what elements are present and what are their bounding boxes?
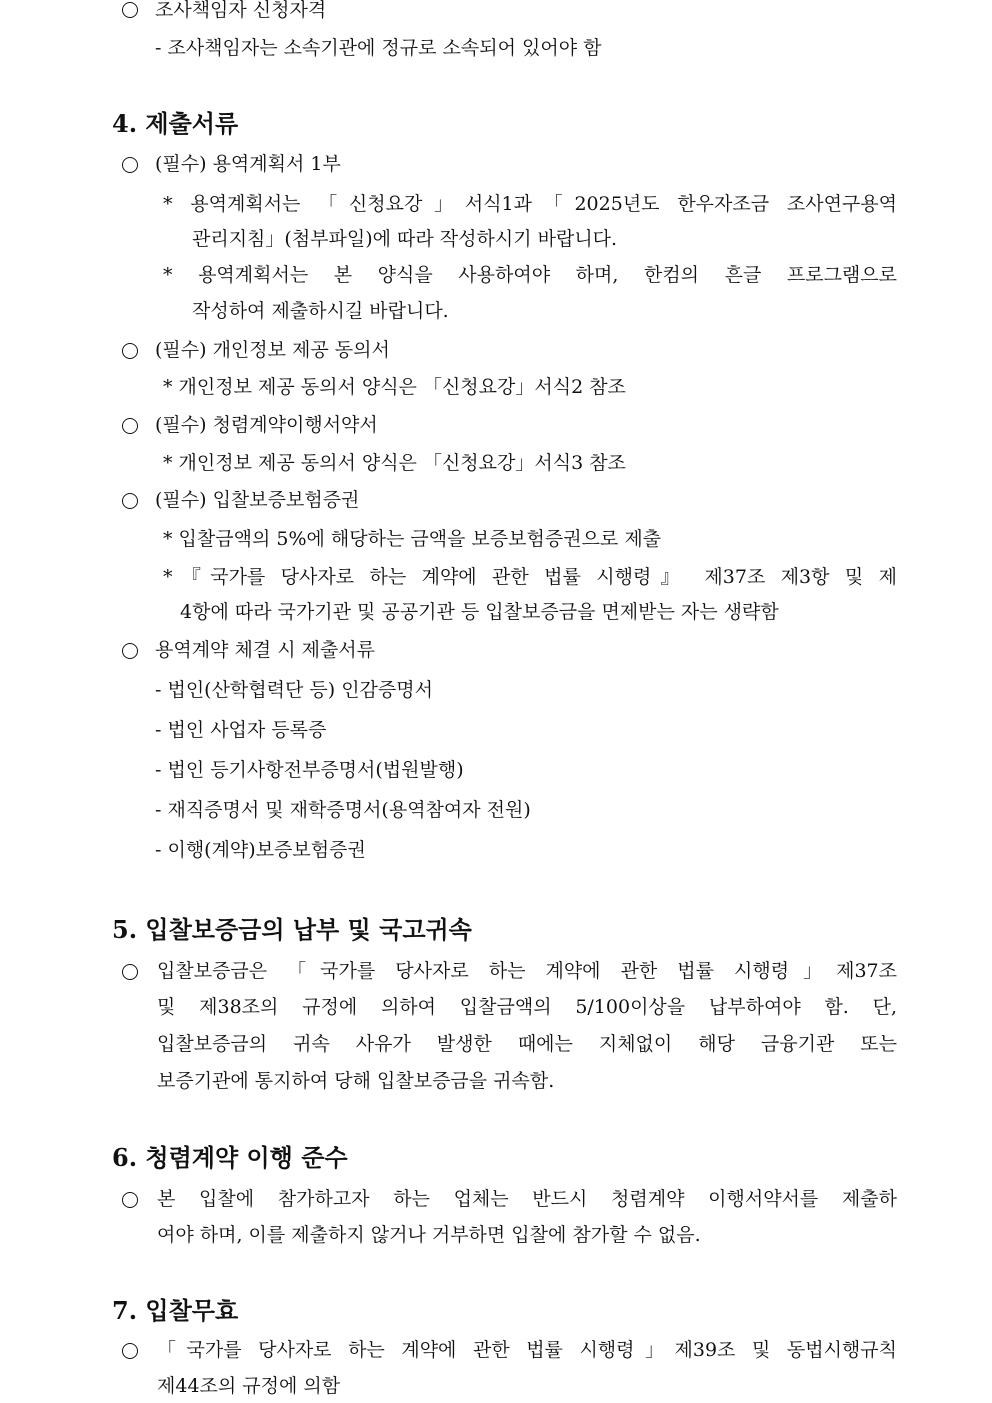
privacy-item: (필수) 개인정보 제공 동의서 [155, 339, 390, 361]
circle-bullet-icon [122, 418, 138, 434]
section-5-line-1: 입찰보증금은 「국가를 당사자로 하는 계약에 관한 법률 시행령」제37조 [157, 960, 897, 982]
circle-bullet-icon [122, 643, 138, 659]
qualification-detail: - 조사책임자는 소속기관에 정규로 소속되어 있어야 함 [155, 37, 602, 59]
circle-bullet-icon [122, 157, 138, 173]
plan-item: (필수) 용역계획서 1부 [155, 153, 341, 175]
section-5-line-3: 입찰보증금의 귀속 사유가 발생한 때에는 지체없이 해당 금융기관 또는 [157, 1033, 897, 1055]
section-7-line-2: 제44조의 규정에 의함 [157, 1375, 341, 1397]
bond-note-1: * 입찰금액의 5%에 해당하는 금액을 보증보험증권으로 제출 [163, 528, 662, 550]
section-5-line-4: 보증기관에 통지하여 당해 입찰보증금을 귀속함. [157, 1070, 555, 1092]
circle-bullet-icon [122, 1343, 138, 1359]
circle-bullet-icon [122, 493, 138, 509]
section-5-line-2: 및 제38조의 규정에 의하여 입찰금액의 5/100이상을 납부하여야 함. 단, [157, 996, 897, 1018]
doc-list-item: - 재직증명서 및 재학증명서(용역참여자 전원) [155, 799, 531, 821]
circle-bullet-icon [122, 2, 138, 18]
contract-docs-item: 용역계약 체결 시 제출서류 [155, 639, 376, 661]
doc-list-item: - 법인 등기사항전부증명서(법원발행) [155, 759, 464, 781]
bond-note-2-line-1: *『국가를 당사자로 하는 계약에 관한 법률 시행령』 제37조 제3항 및 제 [163, 566, 897, 588]
section-6-line-2: 여야 하며, 이를 제출하지 않거나 거부하면 입찰에 참가할 수 없음. [157, 1224, 701, 1246]
section-4-heading: 4. 제출서류 [112, 109, 239, 138]
plan-note-2-line-2: 작성하여 제출하시길 바랍니다. [192, 300, 449, 322]
integrity-note: * 개인정보 제공 동의서 양식은 「신청요강」서식3 참조 [163, 452, 626, 474]
doc-list-item: - 이행(계약)보증보험증권 [155, 839, 366, 861]
doc-list-item: - 법인(산학협력단 등) 인감증명서 [155, 679, 433, 701]
privacy-note: * 개인정보 제공 동의서 양식은 「신청요강」서식2 참조 [163, 376, 626, 398]
bond-item: (필수) 입찰보증보험증권 [155, 489, 360, 511]
circle-bullet-icon [122, 1192, 138, 1208]
section-7-heading: 7. 입찰무효 [112, 1296, 239, 1325]
circle-bullet-icon [122, 964, 138, 980]
doc-list-item: - 법인 사업자 등록증 [155, 719, 327, 741]
item-qualification: 조사책임자 신청자격 [155, 0, 327, 21]
section-6-heading: 6. 청렴계약 이행 준수 [112, 1143, 348, 1172]
plan-note-1-line-2: 관리지침」(첨부파일)에 따라 작성하시기 바랍니다. [192, 228, 618, 250]
integrity-item: (필수) 청렴계약이행서약서 [155, 414, 378, 436]
plan-note-1-line-1: * 용역계획서는 「신청요강」서식1과「2025년도 한우자조금 조사연구용역 [163, 193, 897, 215]
bond-note-2-line-2: 4항에 따라 국가기관 및 공공기관 등 입찰보증금을 면제받는 자는 생략함 [180, 601, 779, 623]
section-5-heading: 5. 입찰보증금의 납부 및 국고귀속 [112, 915, 472, 944]
section-6-line-1: 본 입찰에 참가하고자 하는 업체는 반드시 청렴계약 이행서약서를 제출하 [157, 1188, 897, 1210]
plan-note-2-line-1: * 용역계획서는 본 양식을 사용하여야 하며, 한컴의 흔글 프로그램으로 [163, 264, 897, 286]
section-7-line-1: 「국가를 당사자로 하는 계약에 관한 법률 시행령」제39조 및 동법시행규칙 [157, 1339, 897, 1361]
circle-bullet-icon [122, 343, 138, 359]
